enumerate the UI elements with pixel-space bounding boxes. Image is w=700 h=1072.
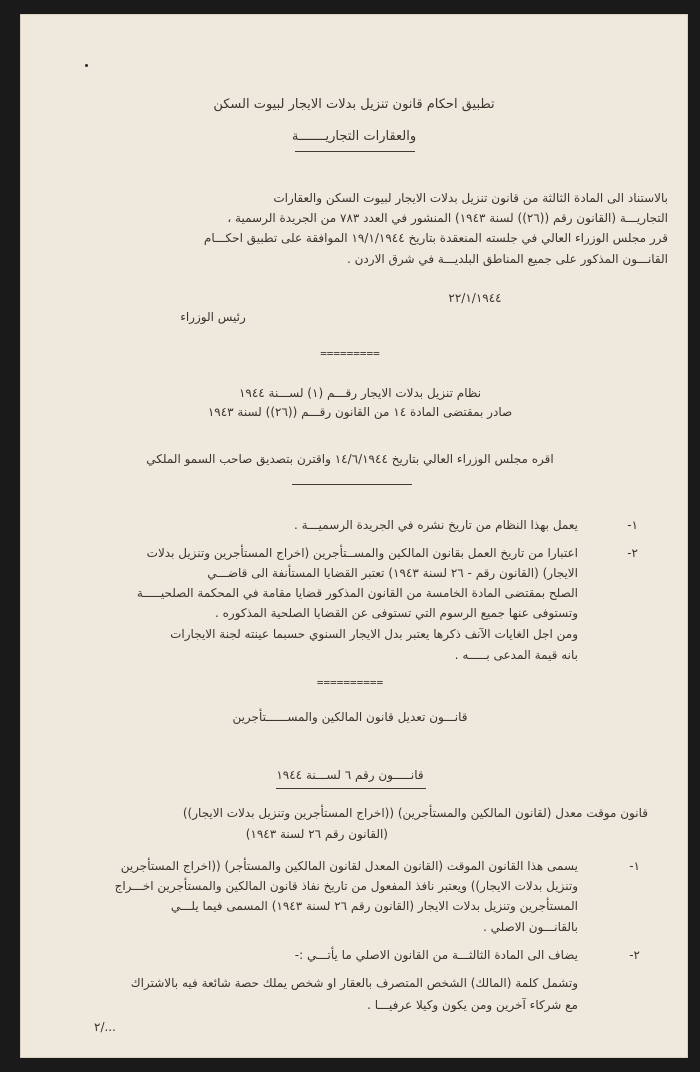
amendment-title: قانـــون تعديل قانون المالكين والمســــــتأجرين <box>232 710 468 724</box>
amendment-intro-line-2: (القانون رقم ٢٦ لسنة ١٩٤٣) <box>245 827 388 841</box>
amendment-article-1-line-4: بالقانـــون الاصلي . <box>482 920 578 934</box>
approval-underline <box>292 484 412 485</box>
amendment-law-number: قانـــــون رقم ٦ لســـنة ١٩٤٤ <box>276 768 424 782</box>
decision-line-4: القانـــون المذكور على جميع المناطق البلديـــة في شرق الاردن . <box>346 252 668 266</box>
regulation-title-line1: نظام تنزيل بدلات الايجار رقـــم (١) لســـنة ١٩٤٤ <box>238 386 482 400</box>
document-title-line2: والعقارات التجاريـــــــة <box>291 129 417 144</box>
section-separator-1: ========= <box>320 347 380 360</box>
decision-signature: رئيس الوزراء <box>180 310 246 324</box>
regulation-article-2-line-1: اعتبارا من تاريخ العمل بقانون المالكين والمســتأجرين (اخراج المستأجرين وتنزيل بدلات <box>146 546 578 560</box>
decision-line-1: بالاستناد الى المادة الثالثة من قانون تنزيل بدلات الايجار لبيوت السكن والعقارات <box>273 191 668 205</box>
document-page <box>20 14 688 1058</box>
amendment-article-1-line-3: المستأجرين وتنزيل بدلات الايجار (القانون رقم ٢٦ لسنة ١٩٤٣) المسمى فيما يلـــي <box>170 899 578 913</box>
regulation-article-2-number: ٢- <box>627 546 638 560</box>
document-body <box>20 14 688 1058</box>
page-continuation-marker: ٢/... <box>94 1020 116 1034</box>
title-underline <box>295 151 415 152</box>
amendment-article-1-line-2: وتنزيل بدلات الايجار)) ويعتبر نافذ المفعول من تاريخ نفاذ قانون المالكين والمستأجرين اخـــراج <box>114 879 578 893</box>
decision-line-2: التجاريـــة (القانون رقم ((٢٦)) لسنة ١٩٤٣) المنشور في العدد ٧٨٣ من الجريدة الرسمية ، <box>227 211 668 225</box>
amendment-article-2-number: ٢- <box>629 948 640 962</box>
regulation-article-2-line-6: بانه قيمة المدعى بـــــه . <box>454 648 578 662</box>
ink-dot-mark <box>85 64 88 67</box>
amendment-intro-line-1: قانون موقت معدل (لقانون المالكين والمستأجرين) ((اخراج المستأجرين وتنزيل بدلات الايجار)) <box>182 806 648 820</box>
regulation-article-2-line-5: ومن اجل الغايات الآنف ذكرها يعتبر بدل الايجار السنوي حسبما عينته لجنة الايجارات <box>170 627 578 641</box>
decision-date: ٢٢/١/١٩٤٤ <box>448 291 502 305</box>
regulation-article-1-line-1: يعمل بهذا النظام من تاريخ نشره في الجريدة الرسميـــة . <box>294 518 578 532</box>
document-title-line1: تطبيق احكام قانون تنزيل بدلات الايجار لبيوت السكن <box>213 97 495 112</box>
amendment-article-2-line-2: وتشمل كلمة (المالك) الشخص المتصرف بالعقار او شخص يملك حصة شائعة فيه بالاشتراك <box>130 976 578 990</box>
law-number-underline <box>276 788 426 789</box>
regulation-approval: اقره مجلس الوزراء العالي بتاريخ ١٤/٦/١٩٤٤ واقترن بتصديق صاحب السمو الملكي <box>146 452 554 466</box>
regulation-article-2-line-3: الصلح بمقتضى المادة الخامسة من القانون المذكور قضايا مقامة في المحكمة الصلحيـــــة <box>136 586 578 600</box>
regulation-article-2-line-4: وتستوفى عنها جميع الرسوم التي تستوفى عن القضايا الصلحية المذكوره . <box>214 606 578 620</box>
amendment-article-2-line-3: مع شركاء آخرين ومن يكون وكيلا عرفيـــا . <box>367 998 578 1012</box>
amendment-article-1-line-1: يسمى هذا القانون الموقت (القانون المعدل لقانون المالكين والمستأجر) ((اخراج المستأجرين <box>120 859 578 873</box>
regulation-article-2-line-2: الايجار) (القانون رقم - ٢٦ لسنة ١٩٤٣) تعتبر القضايا المستأنفة الى قاضـــي <box>207 566 578 580</box>
amendment-article-2-line-1: يضاف الى المادة الثالثـــة من القانون الاصلي ما يأتـــي :- <box>294 948 578 962</box>
decision-line-3: قرر مجلس الوزراء العالي في جلسته المنعقدة بتاريخ ١٩/١/١٩٤٤ الموافقة على تطبيق احكـــام <box>203 231 668 245</box>
regulation-article-1-number: ١- <box>627 518 638 532</box>
amendment-article-1-number: ١- <box>629 859 640 873</box>
section-separator-2: ========== <box>316 676 384 689</box>
regulation-title-line2: صادر بمقتضى المادة ١٤ من القانون رقـــم ((٢٦)) لسنة ١٩٤٣ <box>207 405 513 419</box>
